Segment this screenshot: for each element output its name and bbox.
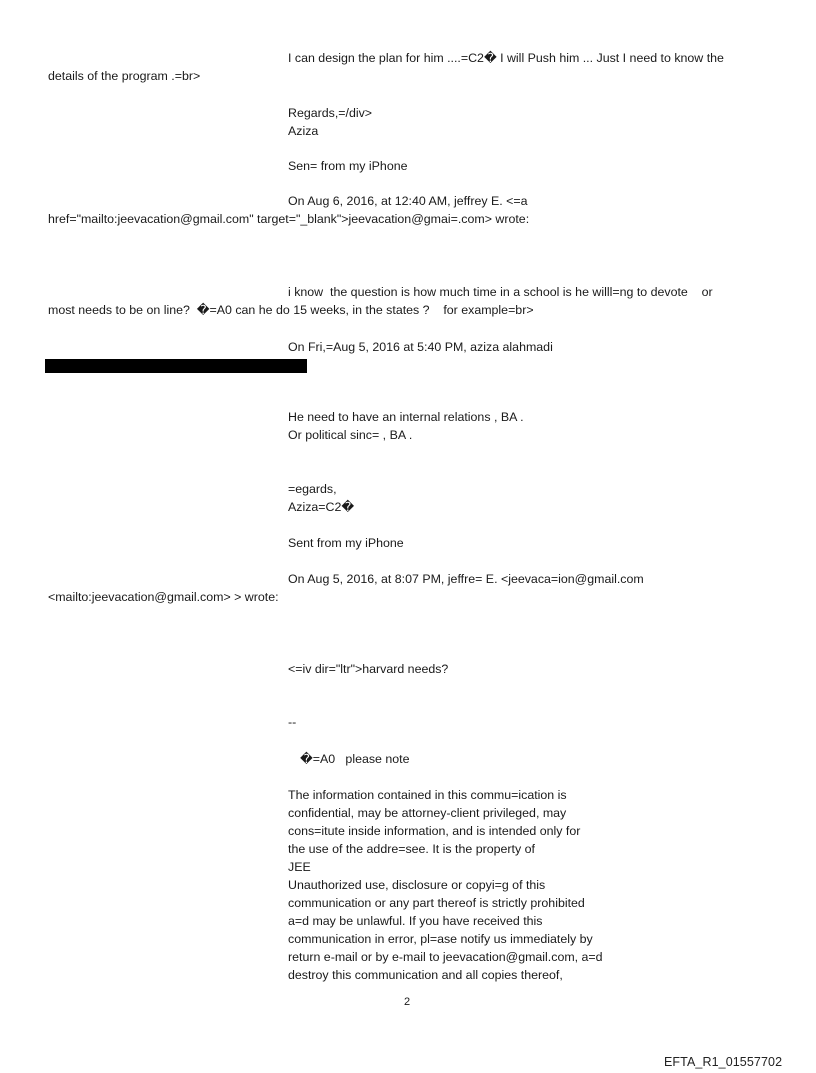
signature-name: Aziza [288,124,319,138]
document-id: EFTA_R1_01557702 [664,1055,783,1069]
redaction-bar [45,359,307,373]
text-line: -- [288,715,297,729]
quote-header: On Fri,=Aug 5, 2016 at 5:40 PM, aziza alahmadi [288,340,553,354]
quote-header: <mailto:jeevacation@gmail.com> > wrote: [48,590,279,604]
text-line: �=A0 please note [300,752,410,766]
text-line: details of the program .=br> [48,69,201,83]
page-number: 2 [404,996,411,1008]
text-line: <=iv dir="ltr">harvard needs? [288,662,449,676]
disclaimer-line: Unauthorized use, disclosure or copyi=g of this [288,878,546,892]
disclaimer-line: communication in error, pl=ase notify us immediately by [288,932,593,946]
disclaimer-line: the use of the addre=see. It is the property of [288,842,535,856]
text-line: Sen= from my iPhone [288,159,408,173]
disclaimer-line: return e-mail or by e-mail to jeevacation@gmail.com, a=d [288,950,603,964]
signature-name: Aziza=C2� [288,500,355,514]
text-line: most needs to be on line? �=A0 can he do 15 weeks, in the states ? for example=br> [48,303,534,317]
text-line: He need to have an internal relations , BA . [288,410,524,424]
quote-header: On Aug 5, 2016, at 8:07 PM, jeffre= E. <jeevaca=ion@gmail.com [288,572,644,586]
disclaimer-line: JEE [288,860,311,874]
disclaimer-line: confidential, may be attorney-client privileged, may [288,806,567,820]
disclaimer-line: cons=itute inside information, and is intended only for [288,824,581,838]
text-line: Sent from my iPhone [288,536,404,550]
disclaimer-line: communication or any part thereof is strictly prohibited [288,896,585,910]
quote-header: On Aug 6, 2016, at 12:40 AM, jeffrey E. <=a [288,194,528,208]
text-line: i know the question is how much time in a school is he willl=ng to devote or [288,285,713,299]
text-line: Regards,=/div> [288,106,373,120]
disclaimer-line: destroy this communication and all copies thereof, [288,968,563,982]
quote-header: href="mailto:jeevacation@gmail.com" target="_blank">jeevacation@gmai=.com> wrote: [48,212,530,226]
text-line: I can design the plan for him ....=C2� I will Push him ... Just I need to know the [288,51,724,65]
disclaimer-line: a=d may be unlawful. If you have received this [288,914,543,928]
disclaimer-line: The information contained in this commu=ication is [288,788,567,802]
text-line: Or political sinc= , BA . [288,428,413,442]
text-line: =egards, [288,482,337,496]
